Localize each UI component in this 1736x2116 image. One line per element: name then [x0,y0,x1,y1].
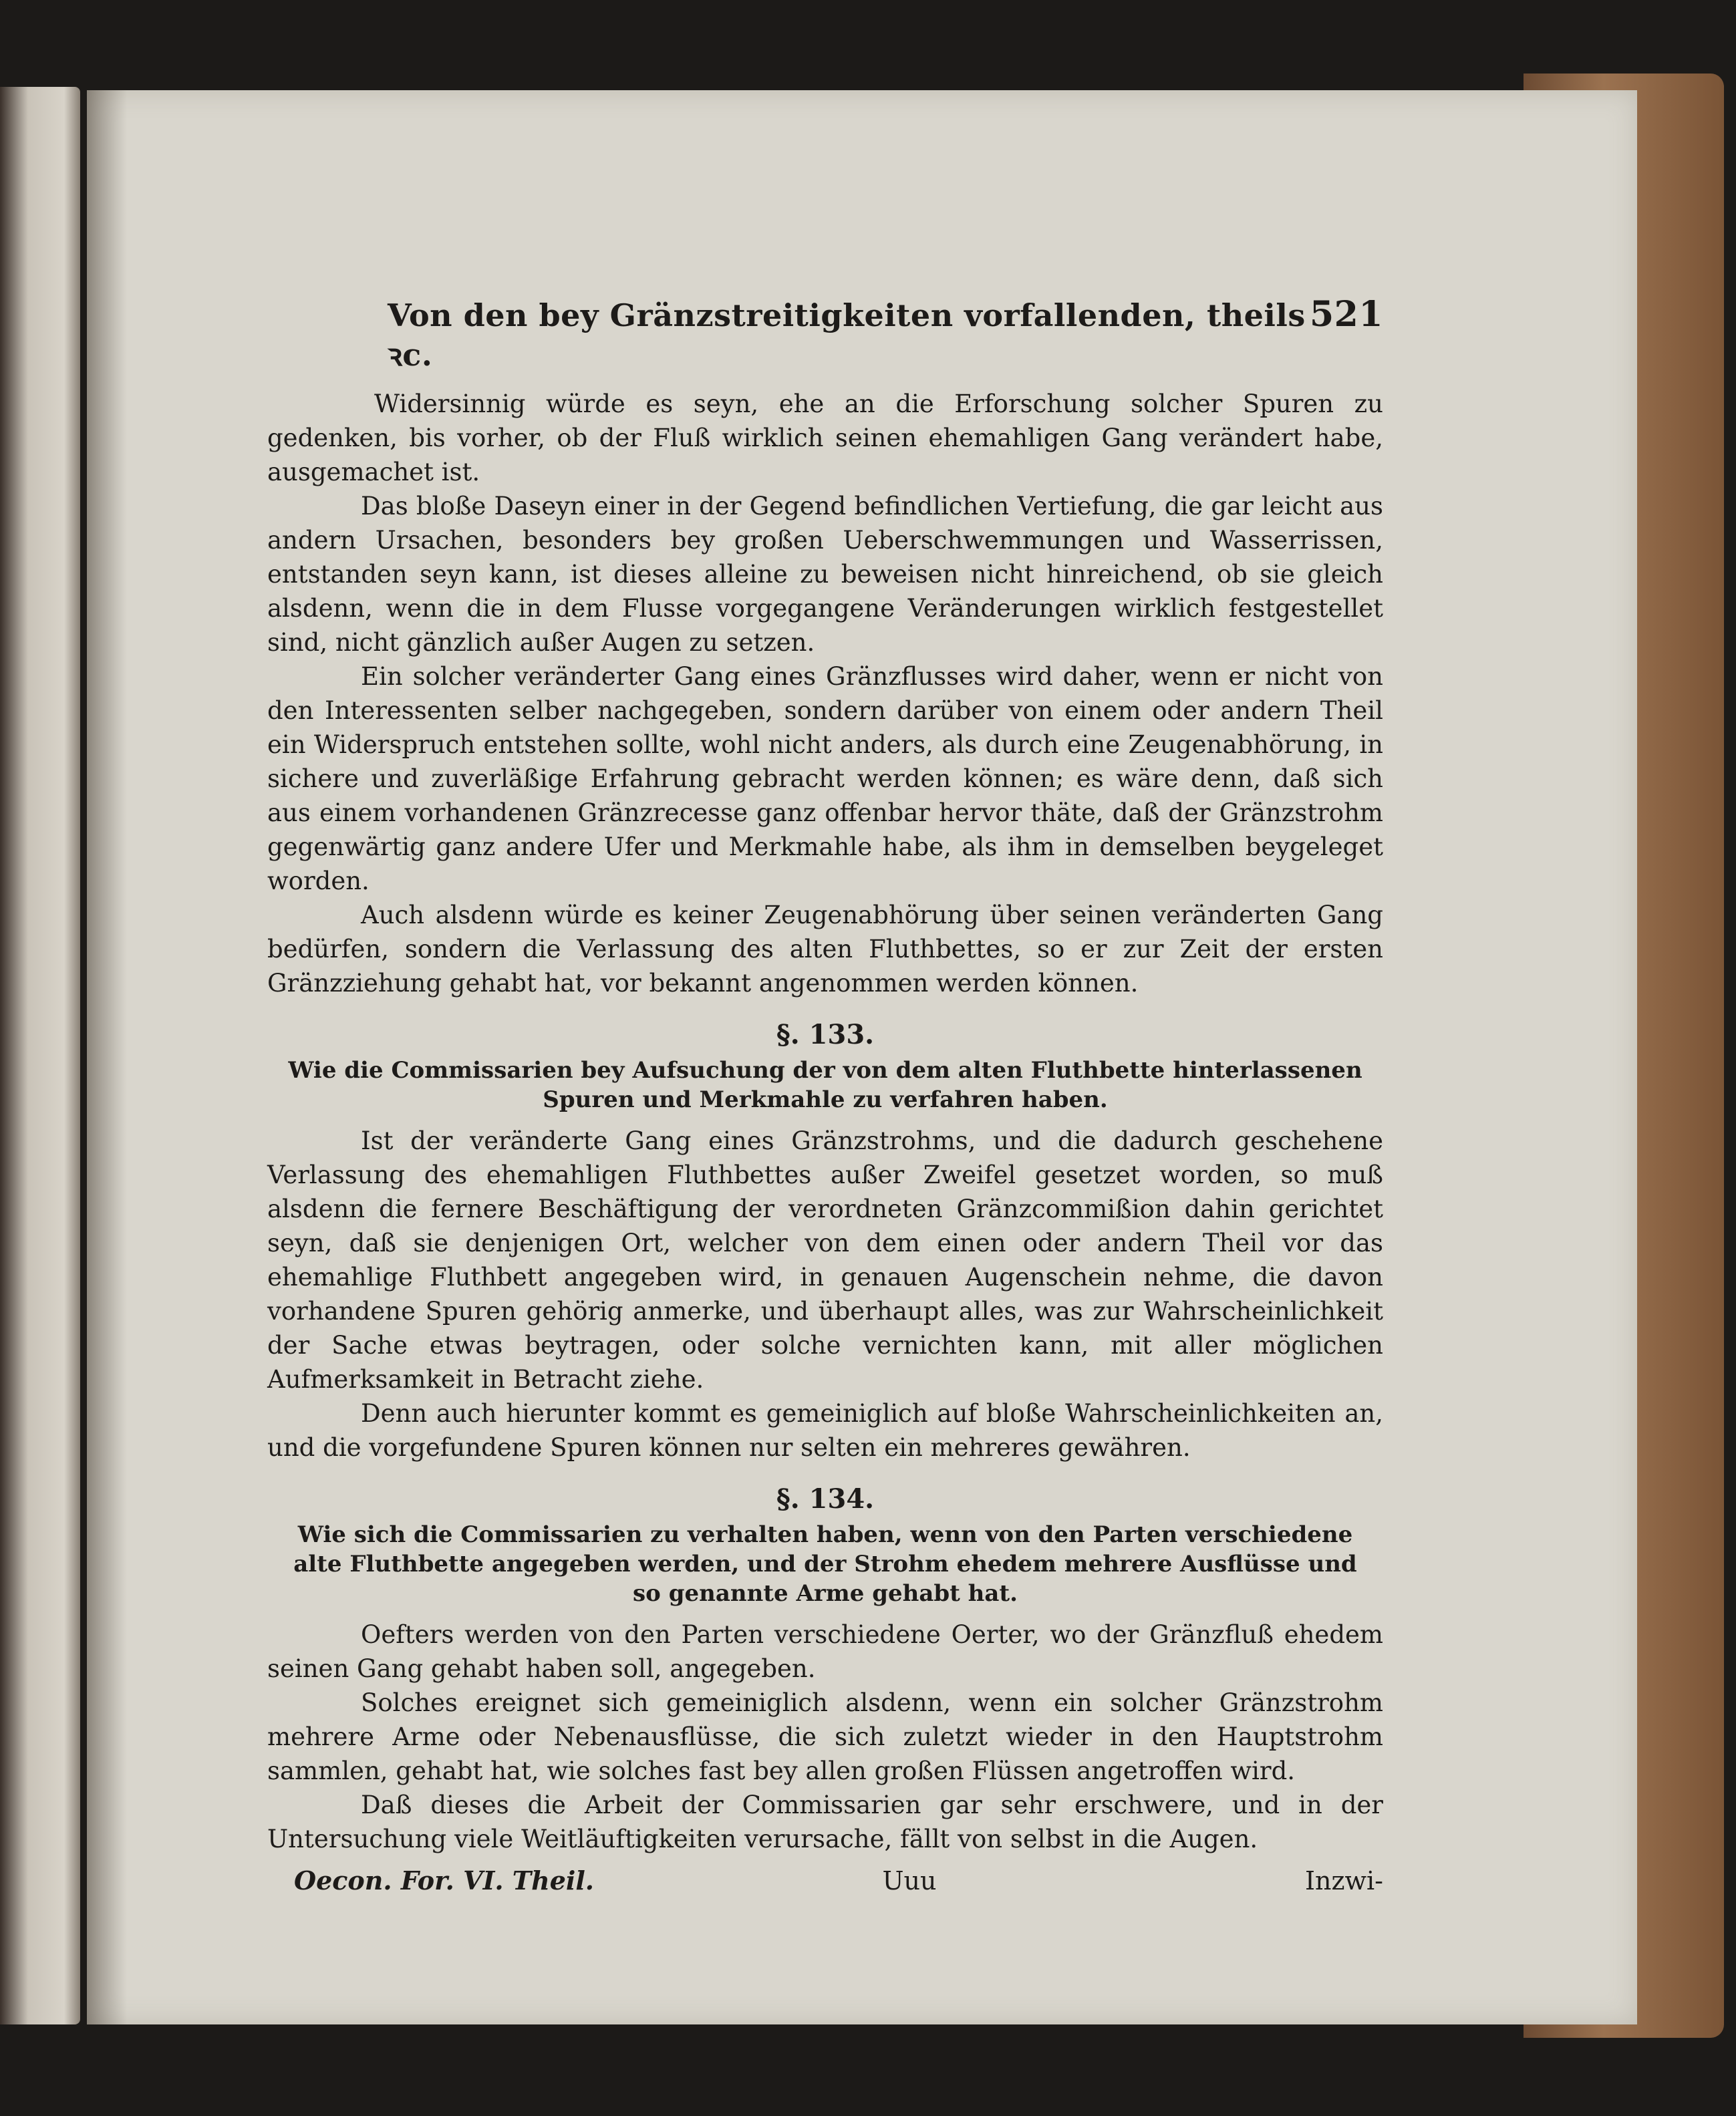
paragraph: Oefters werden von den Parten verschiedene Oerter, wo der Gränzfluß ehedem seinen Gang gehabt haben soll, angegeben. [267,1620,1383,1683]
section-133-number: §. 133. [776,1019,875,1050]
left-page-edge [0,87,80,2024]
paragraph: Ist der veränderte Gang eines Gränzstrohms, und die dadurch geschehene Verlassung des ehemahligen Fluthbettes außer Zweifel gesetzet worden, so muß alsdenn die fernere Beschäftigung der verordneten Gränzcommißion dahin gerichtet seyn, daß sie denjenigen Ort, welcher von dem einen oder andern Theil vor das ehemahlige Fluthbett angegeben wird, in genauen Augenschein nehme, die davon vorhandene Spuren gehörig anmerke, und überhaupt alles, was zur Wahrscheinlichkeit der Sache etwas beytragen, oder solche vernichten kann, mit aller möglichen Aufmerksamkeit in Betracht ziehe. [267,1126,1383,1394]
signature-note: Oecon. For. VI. Theil. [294,1865,594,1896]
running-title: Von den bey Gränzstreitigkeiten vorfallenden, theils ꝛc. [388,297,1306,373]
paragraph: Denn auch hierunter kommt es gemeiniglich auf bloße Wahrscheinlichkeiten an, und die vorgefundene Spuren können nur selten ein mehreres gewähren. [267,1399,1383,1462]
paragraph: Solches ereignet sich gemeiniglich alsdenn, wenn ein solcher Gränzstrohm mehrere Arme oder Nebenausflüsse, die sich zuletzt wieder in den Hauptstrohm sammlen, gehabt hat, wie solches fast bey allen großen Flüssen angetroffen wird. [267,1688,1383,1785]
section-134-number: §. 134. [776,1483,875,1515]
paragraph: Daß dieses die Arbeit der Commissarien gar sehr erschwere, und in der Untersuchung viele Weitläuftigkeiten verursache, fällt von selbst in die Augen. [267,1791,1383,1853]
paragraph: Ein solcher veränderter Gang eines Gränzflusses wird daher, wenn er nicht von den Interessenten selber nachgegeben, sondern darüber von einem oder andern Theil ein Widerspruch entstehen sollte, wohl nicht anders, als durch eine Zeugenabhörung, in sichere und zuverläßige Erfahrung gebracht werden können; es wäre denn, daß sich aus einem vorhandenen Gränzrecesse ganz offenbar hervor thäte, daß der Gränzstrohm gegenwärtig ganz andere Ufer und Merkmahle habe, als ihm in demselben beygeleget worden. [267,662,1383,895]
section-134-text [267,1618,1383,1856]
catchword: Inzwi- [1304,1866,1383,1896]
intro-text [267,387,1383,1000]
section-133-text [267,1124,1383,1465]
paragraph: Widersinnig würde es seyn, ehe an die Erforschung solcher Spuren zu gedenken, bis vorher, ob der Fluß wirklich seinen ehemahligen Gang verändert habe, ausgemachet ist. [267,390,1383,486]
running-head [388,294,1383,375]
section-133-title: Wie die Commissarien bey Aufsuchung der von dem alten Fluthbette hinterlassenen Spuren und Merkmahle zu verfahren haben. [288,1057,1362,1113]
page-gutter-shadow [87,90,127,2024]
paragraph: Das bloße Daseyn einer in der Gegend befindlichen Vertiefung, die gar leicht aus andern Ursachen, besonders bey großen Ueberschwemmungen und Wasserrissen, entstanden seyn kann, ist dieses alleine zu beweisen nicht hinreichend, ob sie gleich alsdenn, wenn die in dem Flusse vorgegangene Veränderungen wirklich festgestellet sind, nicht gänzlich außer Augen zu setzen. [267,492,1383,657]
page-content [267,294,1383,1896]
page-footer [267,1865,1383,1896]
page-number: 521 [1309,294,1383,335]
signature-mark: Uuu [882,1866,937,1896]
section-134-title: Wie sich die Commissarien zu verhalten haben, wenn von den Parten verschiedene alte Fluthbette angegeben werden, und der Strohm ehedem mehrere Ausflüsse und so genannte Arme gehabt hat. [293,1521,1357,1607]
paragraph: Auch alsdenn würde es keiner Zeugenabhörung über seinen veränderten Gang bedürfen, sondern die Verlassung des alten Fluthbettes, so er zur Zeit der ersten Gränzziehung gehabt hat, vor bekannt angenommen werden können. [267,901,1383,998]
